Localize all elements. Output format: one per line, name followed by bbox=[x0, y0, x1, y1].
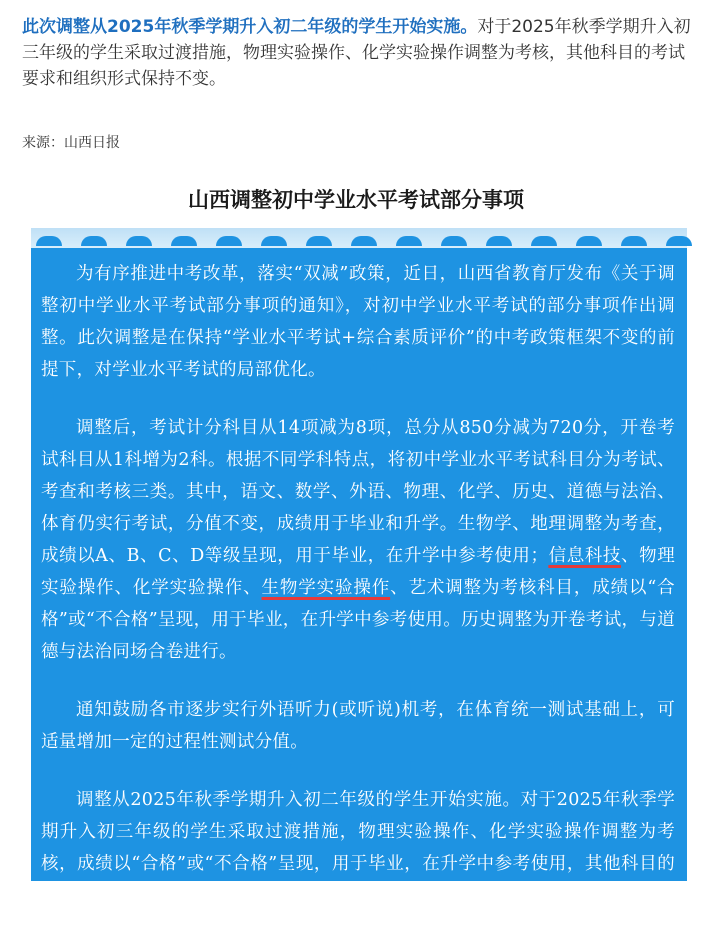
card-paragraph-3: 通知鼓励各市逐步实行外语听力(或听说)机考，在体育统一测试基础上，可适量增加一定的过程性测试分值。 bbox=[41, 700, 675, 752]
card-scallop bbox=[576, 236, 602, 246]
card-scallop bbox=[396, 236, 422, 246]
card-paragraph-1: 为有序推进中考改革，落实“双减”政策，近日，山西省教育厅发布《关于调整初中学业水平考试部分事项的通知》，对初中学业水平考试的部分事项作出调整。此次调整是在保持“学业水平考试+综合素质评价”的中考政策框架不变的前提下，对学业水平考试的局部优化。 bbox=[41, 264, 675, 380]
p2-part-b: 、物理实验操作、化学实验操作、 bbox=[41, 546, 676, 598]
intro-paragraph bbox=[22, 14, 694, 92]
card-paragraph-2 bbox=[41, 412, 675, 668]
intro-highlight: 此次调整从2025年秋季学期升入初二年级的学生开始实施。 bbox=[22, 17, 478, 37]
card-scallop bbox=[261, 236, 287, 246]
intro-rest: 对于2025年秋季学期升入初三年级的学生采取过渡措施，物理实验操作、化学实验操作调整为考核，其他科目的考试要求和组织形式保持不变。 bbox=[22, 17, 691, 89]
card-scallop bbox=[441, 236, 467, 246]
underlined-info-tech: 信息科技 bbox=[548, 546, 622, 566]
card-scallop bbox=[81, 236, 107, 246]
card-scallop bbox=[216, 236, 242, 246]
card-scallop bbox=[621, 236, 647, 246]
card-scallop bbox=[126, 236, 152, 246]
card-paragraph-4: 调整从2025年秋季学期升入初二年级的学生开始实施。对于2025年秋季学期升入初三年级的学生采取过渡措施，物理实验操作、化学实验操作调整为考核，成绩以“合格”或“不合格”呈现，用于毕业，在升学中参考使用，其他科目的考试要求和组织形式保持不变。 bbox=[41, 790, 675, 906]
card-scallop bbox=[351, 236, 377, 246]
underlined-bio-lab: 生物学实验操作 bbox=[261, 578, 391, 598]
card-title: 山西调整初中学业水平考试部分事项 bbox=[188, 188, 524, 212]
card-scallop bbox=[171, 236, 197, 246]
card-scallop bbox=[486, 236, 512, 246]
source-line: 来源：山西日报 bbox=[22, 135, 120, 151]
card-scallop bbox=[36, 236, 62, 246]
card-scallop bbox=[531, 236, 557, 246]
card-scallop bbox=[306, 236, 332, 246]
p2-part-a: 调整后，考试计分科目从14项减为8项，总分从850分减为720分，开卷考试科目从1科增为2科。根据不同学科特点，将初中学业水平考试科目分为考试、考查和考核三类。其中，语文、数学、外语、物理、化学、历史、道德与法治、体育仍实行考试，分值不变，成绩用于毕业和升学。生物学、地理调整为考查，成绩以A、B、C、D等级呈现，用于毕业，在升学中参考使用； bbox=[41, 418, 675, 566]
p2-part-c: 、艺术调整为考核科目，成绩以“合格”或“不合格”呈现，用于毕业，在升学中参考使用。历史调整为开卷考试，与道德与法治同场合卷进行。 bbox=[41, 578, 675, 662]
card-scallop bbox=[666, 236, 692, 246]
card-body bbox=[41, 258, 675, 938]
